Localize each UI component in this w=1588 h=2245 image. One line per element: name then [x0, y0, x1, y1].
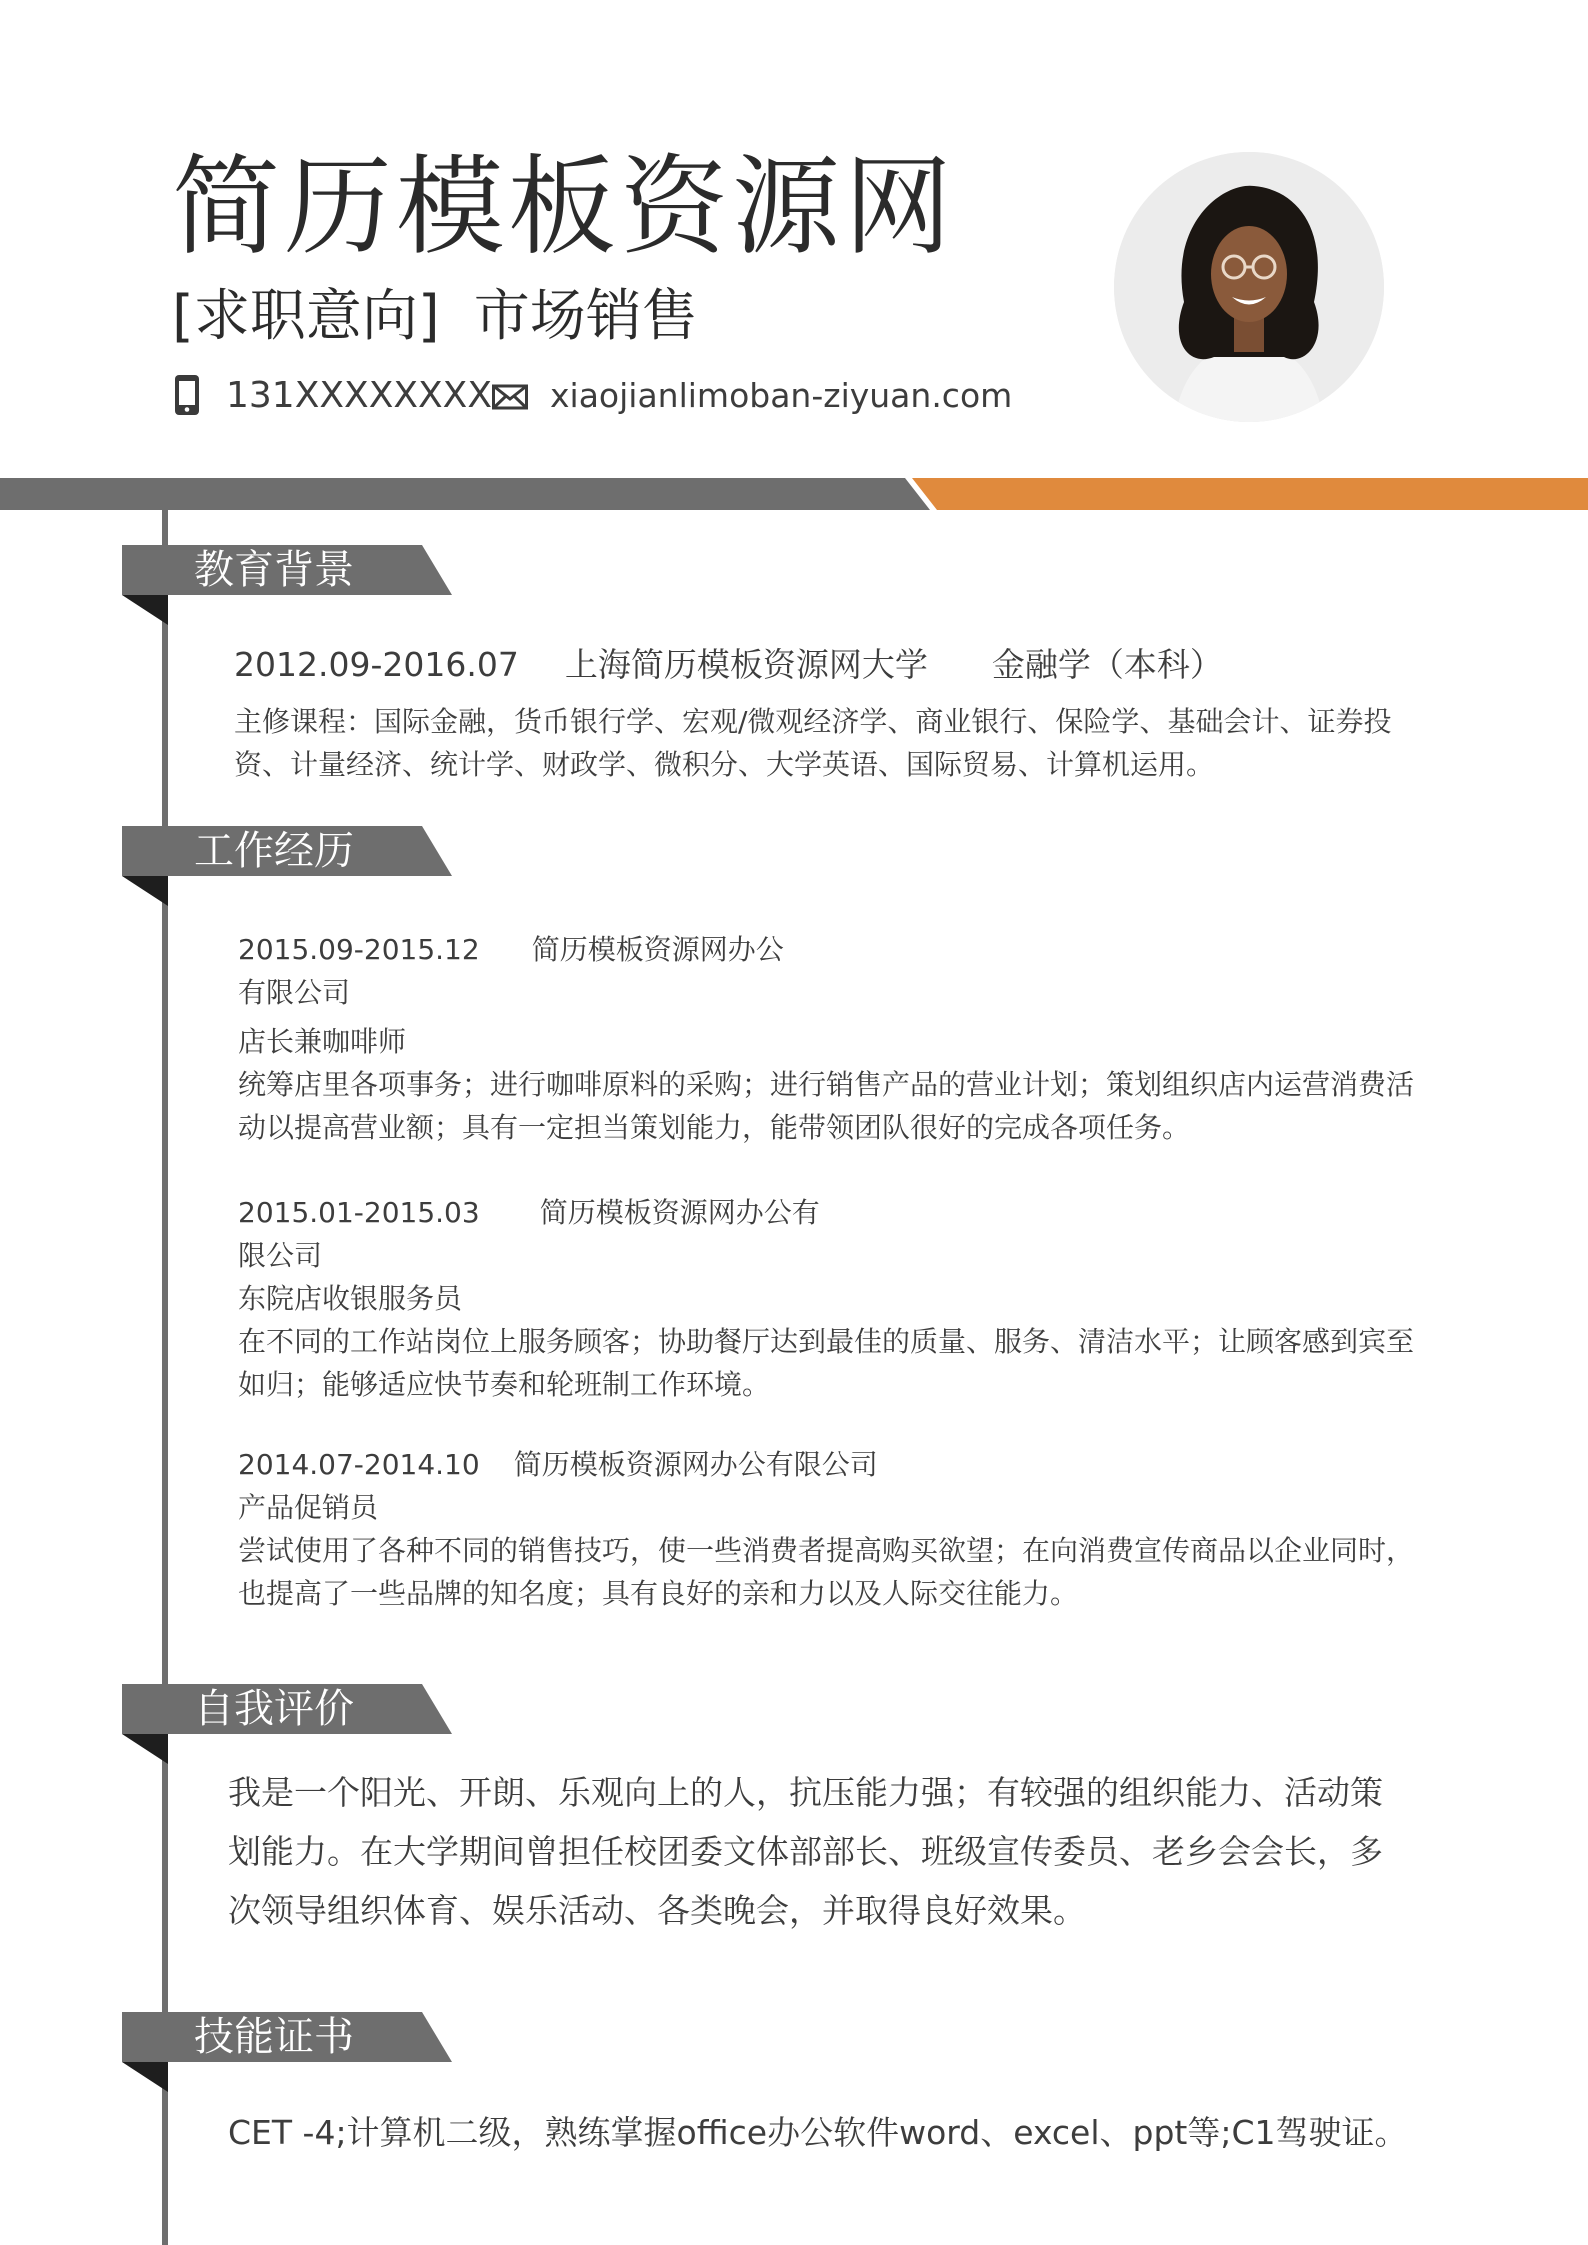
- job-company: 简历模板资源网办公有: [539, 1196, 820, 1229]
- education-period: 2012.09-2016.07: [234, 645, 519, 684]
- job-desc-line: 统筹店里各项事务；进行咖啡原料的采购；进行销售产品的营业计划；策划组织店内运营消费活: [238, 1068, 1415, 1101]
- education-courses-line: 主修课程：国际金融，货币银行学、宏观/微观经济学、商业银行、保险学、基础会计、证券投: [234, 705, 1392, 738]
- section-header-fold: [122, 876, 168, 906]
- education-courses: [234, 700, 1391, 786]
- section-title: 工作经历: [194, 828, 354, 874]
- skills-text: CET -4;计算机二级，熟练掌握office办公软件word、excel、ppt等;C1驾驶证。: [228, 2113, 1408, 2152]
- avatar-photo: [1114, 152, 1384, 422]
- section-header-work: [122, 826, 452, 876]
- job-intent: [172, 282, 698, 352]
- job-company-cont: 限公司: [238, 1239, 323, 1272]
- section-header-fold: [122, 2062, 168, 2092]
- avatar: [1114, 152, 1384, 422]
- self-eval-line: 划能力。在大学期间曾担任校团委文体部部长、班级宣传委员、老乡会会长，多: [228, 1832, 1383, 1871]
- job-entry: [238, 928, 1414, 1149]
- education-courses-line: 资、计量经济、统计学、财政学、微积分、大学英语、国际贸易、计算机运用。: [234, 748, 1215, 781]
- email-address: xiaojianlimoban-ziyuan.com: [550, 375, 1013, 415]
- section-header-self-eval: [122, 1684, 452, 1734]
- resume-name: 简历模板资源网: [172, 145, 957, 270]
- section-header-skills: [122, 2012, 452, 2062]
- job-desc-line: 动以提高营业额；具有一定担当策划能力，能带领团队很好的完成各项任务。: [238, 1111, 1191, 1144]
- self-eval-line: 我是一个阳光、开朗、乐观向上的人，抗压能力强；有较强的组织能力、活动策: [228, 1773, 1383, 1812]
- mail-icon: [492, 380, 528, 410]
- header-divider-orange: [912, 478, 1588, 510]
- job-header: [238, 928, 1414, 971]
- job-header: [238, 1191, 1414, 1234]
- education-summary: [234, 640, 1223, 690]
- job-period: 2015.09-2015.12: [238, 933, 480, 966]
- job-company: 简历模板资源网办公有限公司: [513, 1448, 878, 1481]
- header-divider-grey: [0, 478, 930, 510]
- job-header: [238, 1443, 1414, 1486]
- section-title: 教育背景: [194, 547, 354, 593]
- section-header-education: [122, 545, 452, 595]
- self-eval-text: [228, 1763, 1383, 1940]
- job-role: 东院店收银服务员: [238, 1282, 463, 1315]
- education-major: 金融学（本科）: [991, 645, 1223, 684]
- job-intent-label: [求职意向]: [172, 284, 440, 349]
- timeline-line: [162, 510, 168, 2245]
- section-header-fold: [122, 1734, 168, 1764]
- job-desc-line: 尝试使用了各种不同的销售技巧，使一些消费者提高购买欲望；在向消费宣传商品以企业同时，: [238, 1534, 1415, 1567]
- job-desc-line: 也提高了一些品牌的知名度；具有良好的亲和力以及人际交往能力。: [238, 1577, 1079, 1610]
- job-company-cont: 有限公司: [238, 976, 351, 1009]
- job-desc-line: 在不同的工作站岗位上服务顾客；协助餐厅达到最佳的质量、服务、清洁水平；让顾客感到宾至: [238, 1325, 1415, 1358]
- email-contact: [492, 370, 1012, 420]
- job-role: 店长兼咖啡师: [238, 1025, 407, 1058]
- job-intent-value: 市场销售: [473, 284, 698, 349]
- job-desc-line: 如归；能够适应快节奏和轮班制工作环境。: [238, 1368, 771, 1401]
- phone-contact: [172, 370, 492, 420]
- job-period: 2015.01-2015.03: [238, 1196, 480, 1229]
- job-company: 简历模板资源网办公: [531, 933, 784, 966]
- job-role: 产品促销员: [238, 1491, 379, 1524]
- section-title: 技能证书: [194, 2014, 354, 2060]
- job-entry: [238, 1191, 1414, 1406]
- section-title: 自我评价: [194, 1686, 354, 1732]
- self-eval-line: 次领导组织体育、娱乐活动、各类晚会，并取得良好效果。: [228, 1891, 1086, 1930]
- job-entry: [238, 1443, 1414, 1615]
- phone-number: 131XXXXXXXX: [226, 374, 493, 416]
- job-period: 2014.07-2014.10: [238, 1448, 480, 1481]
- phone-icon: [172, 374, 202, 416]
- section-header-fold: [122, 595, 168, 625]
- education-school: 上海简历模板资源网大学: [564, 645, 928, 684]
